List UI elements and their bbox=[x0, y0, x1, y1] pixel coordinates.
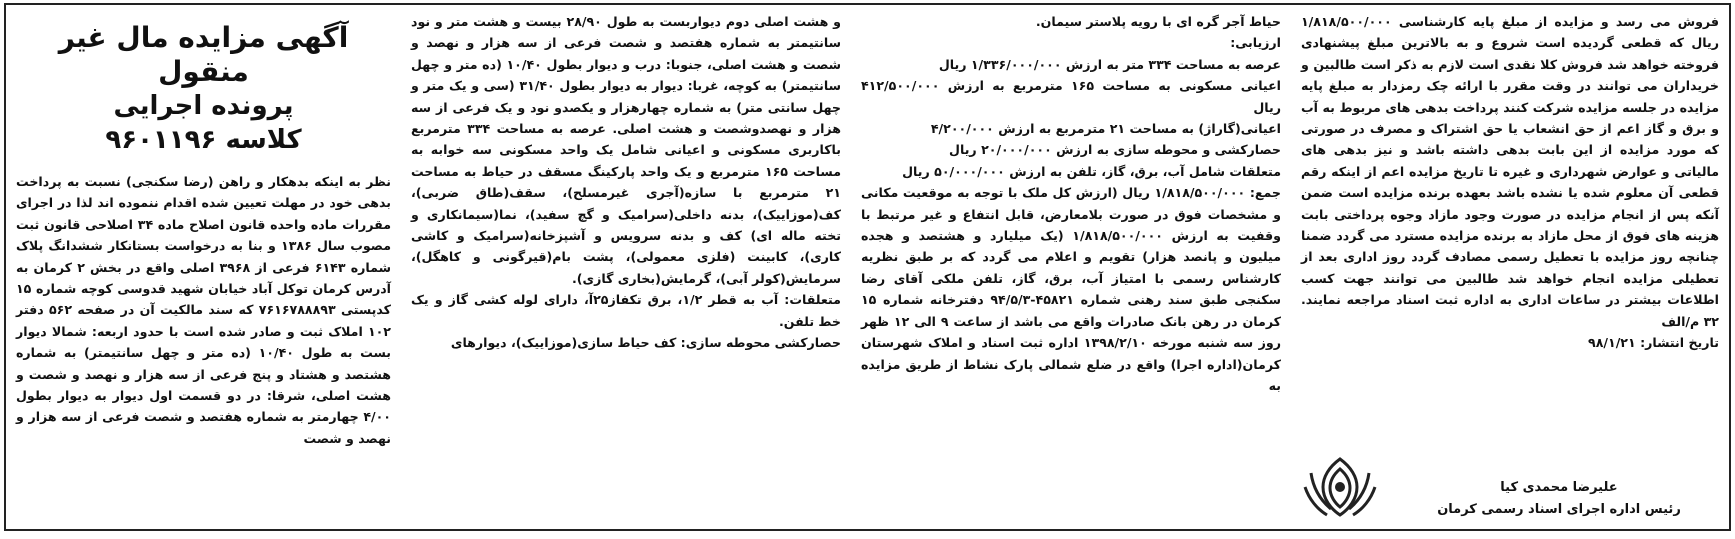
notice-title: آگهی مزایده مال غیر منقول bbox=[58, 21, 349, 88]
signer-name: علیرضا محمدی کیا bbox=[1500, 480, 1618, 495]
registry-emblem-icon bbox=[1301, 453, 1379, 521]
auction-terms: فروش می رسد و مزایده از مبلغ پایه کارشناسی ۱/۸۱۸/۵۰۰/۰۰۰ ریال که قطعی گردیده است شروع و به بالاترین مبلغ پیشنهادی فروخته خواهد شد فروش کلا نقدی است لازم به ذکر است طالبین و خریداران می توانند در وقت مقرر با ارائه چک رمزدار به مبلغ پایه مزایده در جلسه مزایده شرکت کنند پرداخت بدهی های مربوط به آب و برق و گاز اعم از حق انشعاب یا حق اشتراک و مصرف در صورتی که مورد مزایده از این بابت بدهی داشته باشد و نیز بدهی های مالیاتی و عوارض شهرداری و غیره تا تاریخ مزایده اعم از اینکه رقم قطعی آن معلوم شده یا نشده باشد بعهده برنده مزایده است ضمن آنکه پس از انجام مزایده در صورت وجود مازاد وجوه پرداختی بابت هزینه های فوق از محل مازاد به برنده مزایده مسترد می گردد ضمنا چنانچه روز مزایده با تعطیل رسمی مصادف گردد روز اداری بعد از تعطیلی مزایده انجام خواهد شد طالبین می توانند جهت کسب اطلاعات بیشتر در ساعات اداری به اداره ثبت اسناد مراجعه نمایند. ۳۲ م/الف bbox=[1301, 14, 1719, 329]
signer bbox=[1399, 477, 1719, 521]
property-description: و هشت اصلی دوم دیواربست به طول ۲۸/۹۰ بیست و هشت متر و نود سانتیمتر به شماره هفتصد و شصت فرعی از سه هزار و نهصد و شصت و هشت اصلی، جنوبا: درب و دیوار بطول ۱۰/۴۰ (ده متر و چهل سانتیمتر) به کوچه، غربا: دیوار به دیوار بطول ۳۱/۴۰ (سی و یک متر و چهل سانتی متر) به شماره چهارهزار و یکصدو نود و یک فرعی از سه هزار و نهصدوشصت و هشت اصلی. عرصه به مساحت ۳۳۴ مترمربع باکاربری مسکونی و اعیانی شامل یک واحد مسکونی سه خوابه به مساحت ۱۶۵ مترمربع و یک واحد پارکینگ مسقف در حیاط به مساحت ۲۱ مترمربع با سازه(آجری غیرمسلح)، سقف(طاق ضربی)، کف(موزاییک)، بدنه داخلی(سرامیک و گچ سفید)، نما(سیمانکاری و تخته ماله ای) کف و بدنه سرویس و آشپزخانه(سرامیک و کاشی کاری)، کابینت (فلزی معمولی)، پشت بام(قیرگونی و کاهگل)، سرمایش(کولر آبی)، گرمایش(بخاری گازی). bbox=[411, 14, 842, 286]
utilities-text: متعلقات: آب به قطر ۱/۲، برق تکفاز۲۵آ، دارای لوله کشی گاز و یک خط تلفن. bbox=[411, 292, 841, 329]
valuation-item: عرصه به مساحت ۳۳۴ متر به ارزش ۱/۳۳۶/۰۰۰/۰۰۰ ریال bbox=[938, 56, 1281, 72]
signature-block bbox=[1301, 453, 1719, 521]
notice-column-1 bbox=[6, 5, 401, 529]
auction-notice bbox=[4, 3, 1731, 531]
notice-column-3 bbox=[851, 5, 1291, 529]
notice-intro: نظر به اینکه بدهکار و راهن (رضا سکنجی) نسبت به پرداخت بدهی خود در مهلت تعیین شده اقدام ننموده اند لذا در اجرای مقررات ماده واحده قانون اصلاح ماده ۳۴ اصلاحی قانون ثبت مصوب سال ۱۳۸۶ و بنا به درخواست بستانکار ششدانگ پلاک شماره ۶۱۴۳ فرعی از ۳۹۶۸ اصلی واقع در بخش ۲ کرمان به آدرس کرمان توکل آباد خیابان شهید قدوسی کوچه شماره ۱۵ کدپستی ۷۶۱۶۷۸۸۸۹۳ که سند مالکیت آن در صفحه ۵۶۲ دفتر ۱۰۲ املاک ثبت و صادر شده است با حدود اربعه: شمالا دیوار بست به طول ۱۰/۴۰ (ده متر و چهل سانتیمتر) به شماره هشتصد و هشتاد و پنج فرعی از سه هزار و نهصد و شصت و هشت اصلی، شرقا: در دو قسمت اول دیوار به دیوار بطول ۴/۰۰ چهارمتر به شماره هفتصد و شصت فرعی از سه هزار و نهصد و شصت bbox=[16, 174, 391, 446]
valuation-item: حصارکشی و محوطه سازی به ارزش ۲۰/۰۰۰/۰۰۰ ریال bbox=[949, 142, 1281, 158]
publish-date: تاریخ انتشار: ۹۸/۱/۲۱ bbox=[1588, 335, 1719, 351]
case-number: کلاسه ۹۶۰۱۱۹۶ bbox=[105, 125, 302, 155]
notice-heading bbox=[16, 11, 391, 171]
yard-continued: حیاط آجر گره ای با رویه پلاستر سیمان. bbox=[1035, 14, 1281, 29]
yard-text: حصارکشی محوطه سازی: کف حیاط سازی(موزاییک)، دیوارهای bbox=[450, 335, 841, 351]
valuation-item: متعلقات شامل آب، برق، گاز، تلفن به ارزش ۵۰/۰۰۰/۰۰۰ ریال bbox=[902, 163, 1281, 179]
notice-column-4 bbox=[1291, 5, 1729, 529]
valuation-item: اعیانی(گاراژ) به مساحت ۲۱ مترمربع به ارزش ۴/۲۰۰/۰۰۰ bbox=[930, 121, 1281, 137]
notice-subtitle: پرونده اجرایی bbox=[113, 91, 294, 121]
notice-column-2 bbox=[401, 5, 851, 529]
signer-title: رئیس اداره اجرای اسناد رسمی کرمان bbox=[1437, 502, 1681, 517]
valuation-total: جمع: ۱/۸۱۸/۵۰۰/۰۰۰ ریال (ارزش کل ملک با توجه به موقعیت مکانی و مشخصات فوق در صورت بلامعارض، قابل انتفاع و غیر مرتبط با وقفیت به ارزش ۱/۸۱۸/۵۰۰/۰۰۰ (یک میلیارد و هشتصد و هجده میلیون و پانصد هزار) تقویم و اعلام می گردد که بر طبق نظریه کارشناس رسمی با امتیاز آب، برق، گاز، تلفن ملکی آقای رضا سکنجی طبق سند رهنی شماره ۴۵۸۲۱-۹۴/۵/۳ دفترخانه شماره ۱۵ کرمان در رهن بانک صادرات واقع می باشد از ساعت ۹ الی ۱۲ ظهر روز سه شنبه مورخه ۱۳۹۸/۲/۱۰ اداره ثبت اسناد و املاک شهرستان کرمان(اداره اجرا) واقع در ضلع شمالی پارک نشاط از طریق مزایده به bbox=[861, 185, 1281, 393]
valuation-item: اعیانی مسکونی به مساحت ۱۶۵ مترمربع به ارزش ۴۱۲/۵۰۰/۰۰۰ ریال bbox=[861, 78, 1281, 115]
valuation-label: ارزیابی: bbox=[1230, 35, 1281, 51]
